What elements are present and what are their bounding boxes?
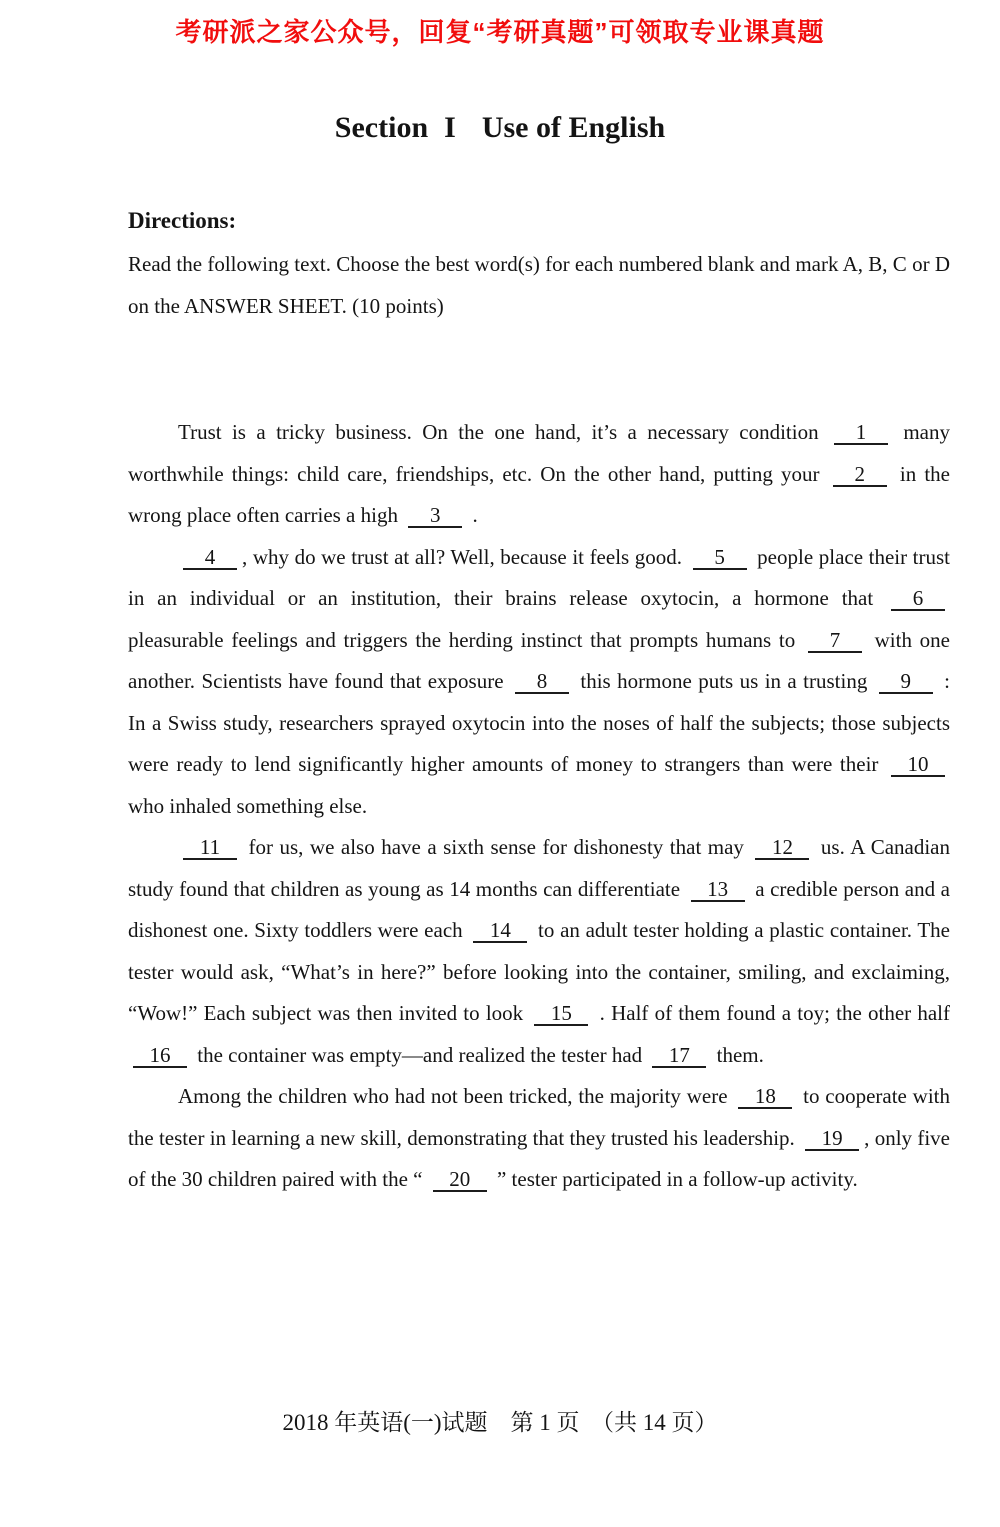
red-header-notice: 考研派之家公众号，回复“考研真题”可领取专业课真题 [175, 17, 825, 47]
blank-16: 16 [133, 1044, 187, 1068]
blank-19: 19 [805, 1127, 859, 1151]
blank-6: 6 [891, 587, 945, 611]
title-section-numeral: I [444, 111, 456, 144]
page-title [0, 111, 1000, 145]
blank-2: 2 [833, 463, 887, 487]
title-section-name: Use of English [481, 111, 666, 144]
page-footer: 2018 年英语(一)试题 第 1 页 （共 14 页） [282, 1410, 718, 1435]
blank-10: 10 [891, 753, 945, 777]
directions-text: Read the following text. Choose the best word(s) for each numbered blank and mark A, B, C or D on the ANSWER SHEET. (10 points) [128, 252, 950, 318]
blank-18: 18 [738, 1085, 792, 1109]
blank-9: 9 [879, 670, 933, 694]
blank-1: 1 [834, 421, 888, 445]
passage-paragraph: 4 , why do we trust at all? Well, because it feels good. 5 people place their trust in an individual or an institution, their brains release oxytocin, a hormone that 6 pleasurable feelings and triggers the herding instinct that prompts humans to 7 with one another. Scientists have found that exposure 8 this hormone puts us in a trusting 9 : In a Swiss study, researchers sprayed oxytocin into the noses of half the subjects; those subjects were ready to lend significantly higher amounts of money to strangers than were their 10 who inhaled something else. [128, 544, 951, 818]
blank-12: 12 [755, 836, 809, 860]
blank-11: 11 [183, 836, 237, 860]
blank-20: 20 [433, 1168, 487, 1192]
directions-label: Directions: [128, 208, 237, 233]
blank-17: 17 [652, 1044, 706, 1068]
blank-3: 3 [408, 504, 462, 528]
blank-5: 5 [693, 546, 747, 570]
blank-13: 13 [691, 878, 745, 902]
blank-8: 8 [515, 670, 569, 694]
blank-15: 15 [534, 1002, 588, 1026]
directions-block [128, 208, 950, 327]
blank-14: 14 [473, 919, 527, 943]
blank-4: 4 [183, 546, 237, 570]
blank-7: 7 [808, 629, 862, 653]
passage-paragraph: Among the children who had not been tricked, the majority were 18 to cooperate with the tester in learning a new skill, demonstrating that they trusted his leadership. 19 , only five of the 30 children paired with the “ 20 ” tester participated in a follow-up activity. [128, 1084, 950, 1191]
title-section-word: Section [334, 111, 429, 144]
passage [128, 412, 950, 1201]
passage-paragraph: 11 for us, we also have a sixth sense for dishonesty that may 12 us. A Canadian study found that children as young as 14 months can differentiate 13 a credible person and a dishonest one. Sixty toddlers were each 14 to an adult tester holding a plastic container. The tester would ask, “What’s in here?” before looking into the container, smiling, and exclaiming, “Wow!” Each subject was then invited to look 15 . Half of them found a toy; the other half 16 the container was empty—and realized the tester had 17 them. [128, 835, 951, 1067]
passage-paragraph: Trust is a tricky business. On the one hand, it’s a necessary condition 1 many worthwhile things: child care, friendships, etc. On the other hand, putting your 2 in the wrong place often carries a high 3 . [128, 420, 950, 527]
